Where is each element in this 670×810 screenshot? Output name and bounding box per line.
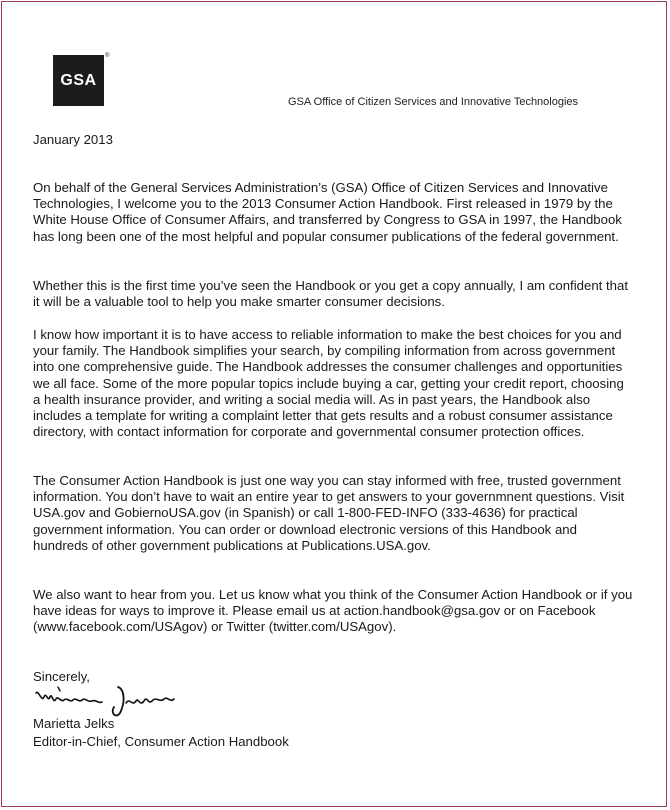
office-name: GSA Office of Citizen Services and Innovative Technologies bbox=[288, 96, 579, 108]
paragraph-5: We also want to hear from you. Let us know what you think of the Consumer Action Handbook or if you have ideas for ways to improve it. Please email us at action.handbook@gsa.gov or on Facebook (www.facebook.com/USAgov) or Twitter (twitter.com/USAgov). bbox=[33, 587, 633, 635]
signer-title: Editor-in-Chief, Consumer Action Handbook bbox=[33, 734, 289, 749]
handwritten-signature bbox=[34, 683, 184, 719]
gsa-logo-text: GSA bbox=[60, 71, 97, 89]
signer-name: Marietta Jelks bbox=[33, 716, 115, 731]
gsa-logo bbox=[53, 53, 110, 106]
paragraph-2: Whether this is the first time you’ve seen the Handbook or you get a copy annually, I am confident that it will be a valuable tool to help you make smarter consumer decisions. bbox=[33, 278, 628, 310]
registered-mark: ® bbox=[105, 53, 110, 59]
paragraph-1: On behalf of the General Services Administration’s (GSA) Office of Citizen Services and Innovative Technologies, I welcome you to the 2013 Consumer Action Handbook. First released in 1979 by the White House Office of Consumer Affairs, and transferred by Congress to GSA in 1997, the Handbook has long been one of the most helpful and popular consumer publications of the federal government. bbox=[33, 180, 622, 244]
letter-date: January 2013 bbox=[33, 132, 113, 147]
paragraph-3: I know how important it is to have access to reliable information to make the best choices for you and your family. The Handbook simplifies your search, by compiling information from across government into one comprehensive guide. The Handbook addresses the consumer challenges and opportunities we all face. Some of the more popular topics include buying a car, getting your credit report, choosing a health insurance provider, and writing a social media will. As in past years, the Handbook also includes a template for writing a complaint letter that gets results and a robust consumer assistance directory, with contact information for corporate and governmental consumer protection offices. bbox=[33, 327, 624, 440]
closing: Sincerely, bbox=[33, 669, 90, 684]
paragraph-4: The Consumer Action Handbook is just one way you can stay informed with free, trusted government information. You don’t have to wait an entire year to get answers to your governmnent questions. Visit USA.gov and GobiernoUSA.gov (in Spanish) or call 1-800-FED-INFO (333-4636) for practical government information. You can order or download electronic versions of this Handbook and hundreds of other government publications at Publications.USA.gov. bbox=[33, 473, 625, 553]
